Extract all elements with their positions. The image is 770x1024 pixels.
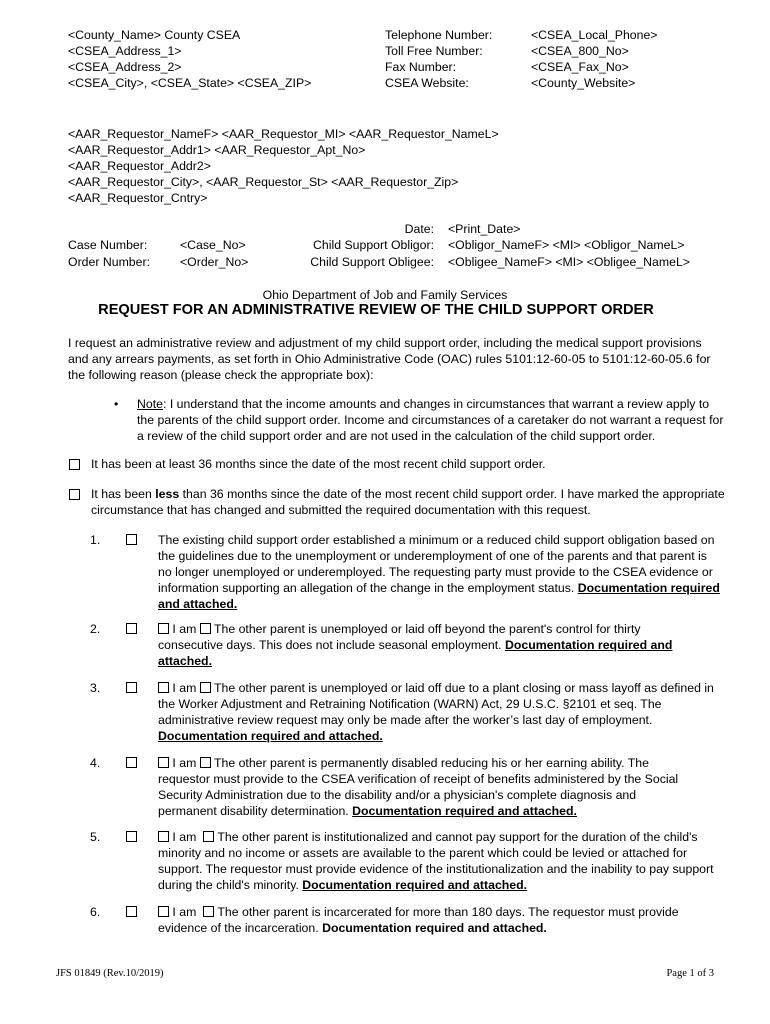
item-5-text (158, 829, 720, 893)
agency-line: <CSEA_Address_1> (68, 44, 182, 58)
requestor-line: <AAR_Requestor_City>, <AAR_Requestor_St> <AAR_Requestor_Zip> (68, 175, 459, 189)
doc-required: Documentation required and attached. (158, 581, 720, 611)
requestor-line: <AAR_Requestor_Cntry> (68, 191, 208, 205)
requestor-line: <AAR_Requestor_Addr2> (68, 159, 211, 173)
option-less-36-months-text (91, 486, 726, 518)
agency-line: <County_Name> County CSEA (68, 28, 241, 42)
item-3-text (158, 680, 728, 744)
item-3-checkbox[interactable] (126, 682, 137, 693)
item-4-i-am-checkbox[interactable] (158, 757, 169, 768)
obligor-value: <Obligor_NameF> <MI> <Obligor_NameL> (448, 238, 685, 252)
case-number-label: Case Number: (68, 238, 148, 252)
item-number: 2. (90, 622, 101, 636)
item-4-other-parent-checkbox[interactable] (200, 757, 211, 768)
option-b-bold: less (155, 487, 180, 501)
obligor-label: Child Support Obligor: (313, 238, 434, 252)
note-label: Note (137, 397, 163, 411)
item-text: The other parent is unemployed or laid off beyond the parent's control for thirty consecutive days. This does not include seasonal employment. (158, 622, 641, 652)
contact-label: Toll Free Number: (385, 44, 483, 58)
item-3-i-am-checkbox[interactable] (158, 682, 169, 693)
i-am-label: I am (172, 681, 197, 695)
doc-required: Documentation required and attached. (302, 878, 528, 892)
contact-value: <CSEA_Local_Phone> (531, 28, 658, 42)
option-b-post: than 36 months since the date of the most recent child support order. I have marked the appropriate circumstance that has changed and submitted the required documentation with this request. (91, 487, 725, 517)
item-6-checkbox[interactable] (126, 906, 137, 917)
doc-required: Documentation required and attached. (352, 804, 577, 818)
order-number-label: Order Number: (68, 255, 151, 269)
item-1-checkbox[interactable] (126, 534, 137, 545)
contact-label: CSEA Website: (385, 76, 469, 90)
agency-line: <CSEA_Address_2> (68, 60, 182, 74)
item-number: 6. (90, 905, 101, 919)
case-number-value: <Case_No> (180, 238, 246, 252)
contact-value: <CSEA_800_No> (531, 44, 629, 58)
item-text: The other parent is permanently disabled reducing his or her earning ability. The requestor must provide to the CSEA verification of receipt of benefits administered by the Social Security Administration due to the disability and/or a physician's complete diagnosis and permanent disability determination. (158, 756, 679, 818)
item-4-text (158, 755, 698, 819)
item-5-other-parent-checkbox[interactable] (203, 831, 214, 842)
requestor-line: <AAR_Requestor_NameF> <AAR_Requestor_MI> <AAR_Requestor_NameL> (68, 127, 499, 141)
page-title: REQUEST FOR AN ADMINISTRATIVE REVIEW OF THE CHILD SUPPORT ORDER (98, 302, 654, 318)
note-paragraph (137, 396, 727, 444)
page-number: Page 1 of 3 (666, 968, 714, 979)
doc-required: Documentation required and attached. (158, 638, 673, 668)
item-number: 5. (90, 830, 101, 844)
form-id: JFS 01849 (Rev.10/2019) (56, 968, 164, 979)
agency-line: <CSEA_City>, <CSEA_State> <CSEA_ZIP> (68, 76, 312, 90)
order-number-value: <Order_No> (180, 255, 249, 269)
i-am-label: I am (172, 622, 197, 636)
item-text: The other parent is incarcerated for more than 180 days. The requestor must provide evidence of the incarceration. (158, 905, 679, 935)
agency-address (68, 27, 311, 91)
option-36-months-text: It has been at least 36 months since the date of the most recent child support order. (91, 457, 546, 471)
item-6-other-parent-checkbox[interactable] (203, 906, 214, 917)
contact-label: Telephone Number: (385, 28, 493, 42)
obligee-value: <Obligee_NameF> <MI> <Obligee_NameL> (448, 255, 690, 269)
item-2-text (158, 621, 706, 669)
item-6-text (158, 904, 718, 936)
item-5-checkbox[interactable] (126, 831, 137, 842)
i-am-label: I am (172, 756, 197, 770)
item-6-i-am-checkbox[interactable] (158, 906, 169, 917)
contact-value: <County_Website> (531, 76, 636, 90)
contact-label: Fax Number: (385, 60, 457, 74)
item-text: The other parent is institutionalized and cannot pay support for the duration of the child's minority and no income or assets are available to the parent which could be levied or attached for support. The requestor must provide evidence of the institutionalization and the inability to pay support during the child's minority. (158, 830, 714, 892)
note-bullet: • (114, 397, 119, 411)
date-label: Date: (404, 222, 434, 236)
item-number: 3. (90, 681, 101, 695)
i-am-label: I am (172, 830, 197, 844)
intro-paragraph: I request an administrative review and adjustment of my child support order, including the medical support provisions and any arrears payments, as set forth in Ohio Administrative Code (OAC) rules 5101:12-60-05 to 5101:12-60-05.6 for the following reason (please check the appropriate box): (68, 336, 711, 382)
option-b-pre: It has been (91, 487, 156, 501)
item-number: 1. (90, 533, 101, 547)
contact-labels (385, 27, 492, 91)
obligee-label: Child Support Obligee: (310, 255, 434, 269)
date-value: <Print_Date> (448, 222, 521, 236)
item-2-other-parent-checkbox[interactable] (200, 623, 211, 634)
item-3-other-parent-checkbox[interactable] (200, 682, 211, 693)
note-text: : I understand that the income amounts and changes in circumstances that warrant a review apply to the parents of the child support order. Income and circumstances of a caretaker do not warrant a request for a review of the child support order and are not used in the calculation of the child support order. (137, 397, 724, 443)
option-less-36-months-checkbox[interactable] (69, 489, 80, 500)
item-2-i-am-checkbox[interactable] (158, 623, 169, 634)
item-number: 4. (90, 756, 101, 770)
department-name: Ohio Department of Job and Family Services (262, 288, 508, 302)
requestor-line: <AAR_Requestor_Addr1> <AAR_Requestor_Apt_No> (68, 143, 366, 157)
doc-required: Documentation required and attached. (322, 921, 547, 935)
item-text: The other parent is unemployed or laid off due to a plant closing or mass layoff as defined in the Worker Adjustment and Retraining Notification (WARN) Act, 29 U.S.C. §2101 et seq. The administrative review request may only be made after the worker’s last day of employment. (158, 681, 714, 727)
item-2-checkbox[interactable] (126, 623, 137, 634)
item-1-text (158, 532, 720, 612)
option-36-months-checkbox[interactable] (69, 459, 80, 470)
item-text: The existing child support order established a minimum or a reduced child support obligation based on the guidelines due to the unemployment or underemployment of one of the parents and that parent is no longer unemployed or underemployed. The requesting party must provide to the CSEA evidence or information supporting an allegation of the change in the employment status. (158, 533, 715, 595)
requestor-address (68, 126, 499, 206)
item-5-i-am-checkbox[interactable] (158, 831, 169, 842)
doc-required: Documentation required and attached. (158, 729, 383, 743)
contact-value: <CSEA_Fax_No> (531, 60, 629, 74)
i-am-label: I am (172, 905, 197, 919)
contact-values (531, 27, 657, 91)
item-4-checkbox[interactable] (126, 757, 137, 768)
